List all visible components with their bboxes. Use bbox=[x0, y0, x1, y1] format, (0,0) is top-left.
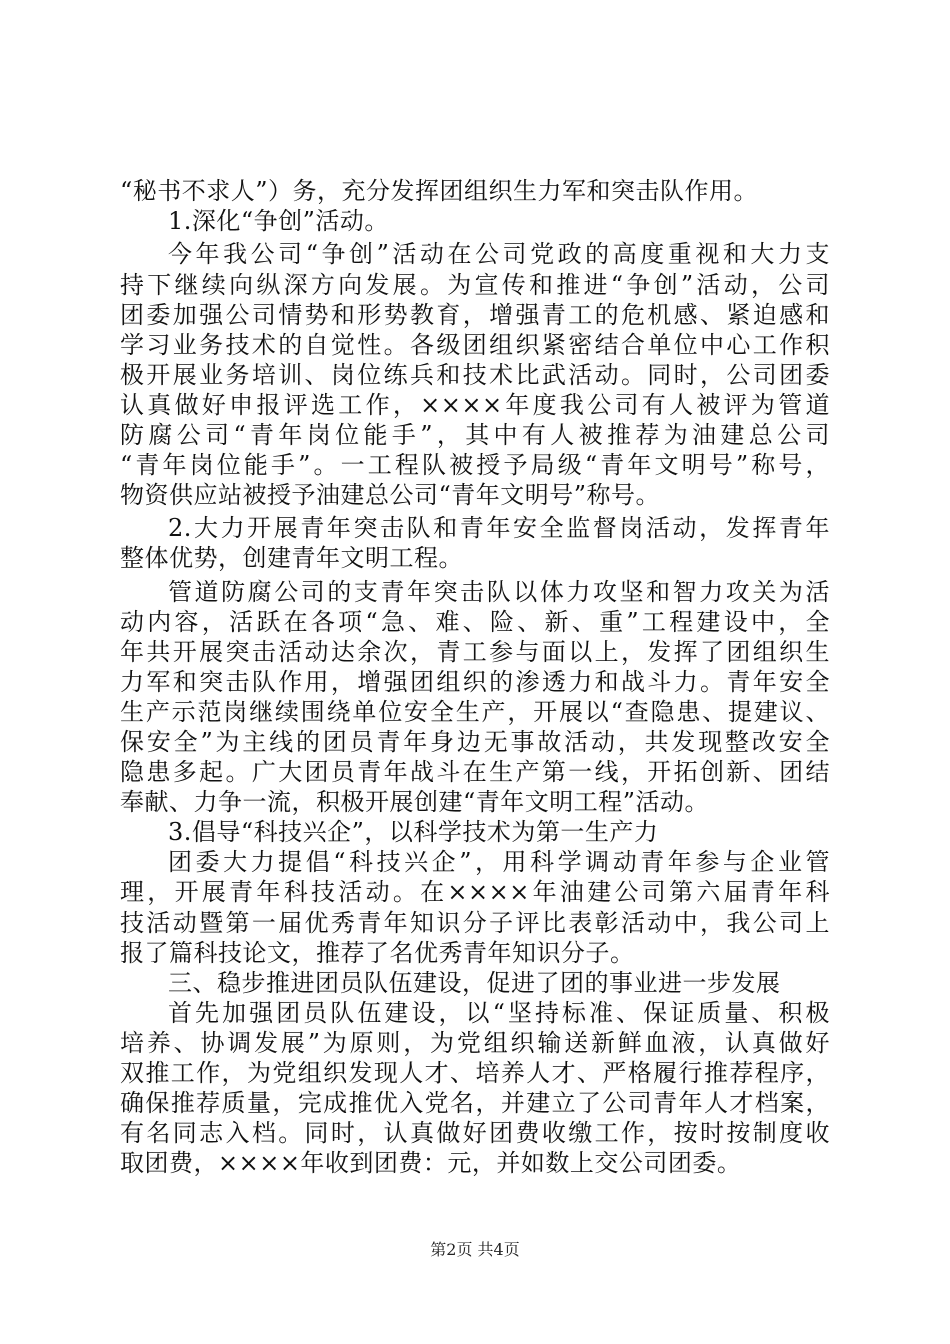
text-line: 首先加强团员队伍建设，以“坚持标准、保证质量、积极 bbox=[168, 999, 830, 1027]
text-line: 管道防腐公司的支青年突击队以体力攻坚和智力攻关为活 bbox=[168, 578, 830, 606]
text-line: 双推工作，为党组织发现人才、培养人才、严格履行推荐程序， bbox=[120, 1059, 830, 1087]
text-line: 物资供应站被授予油建总公司“青年文明号”称号。 bbox=[120, 481, 661, 509]
text-line: 力军和突击队作用，增强团组织的渗透力和战斗力。青年安全 bbox=[120, 668, 830, 696]
text-line: 保安全”为主线的团员青年身边无事故活动，共发现整改安全 bbox=[120, 728, 830, 756]
text-line: 学习业务技术的自觉性。各级团组织紧密结合单位中心工作积 bbox=[120, 331, 830, 359]
text-line: 动内容，活跃在各项“急、难、险、新、重”工程建设中，全 bbox=[120, 608, 830, 636]
text-line: 有名同志入档。同时，认真做好团费收缴工作，按时按制度收 bbox=[120, 1119, 830, 1147]
text-line: 理，开展青年科技活动。在××××年油建公司第六届青年科 bbox=[120, 878, 830, 906]
text-line: 极开展业务培训、岗位练兵和技术比武活动。同时，公司团委 bbox=[120, 361, 830, 389]
text-line: 团委大力提倡“科技兴企”，用科学调动青年参与企业管 bbox=[168, 848, 830, 876]
text-line: 今年我公司“争创”活动在公司党政的高度重视和大力支 bbox=[168, 240, 830, 268]
text-line: 认真做好申报评选工作，××××年度我公司有人被评为管道 bbox=[120, 391, 830, 419]
text-line: “秘书不求人”）务，充分发挥团组织生力军和突击队作用。 bbox=[120, 177, 759, 205]
text-line: 奉献、力争一流，积极开展创建“青年文明工程”活动。 bbox=[120, 788, 710, 816]
text-line: 报了篇科技论文，推荐了名优秀青年知识分子。 bbox=[120, 939, 635, 967]
section-heading: 2.大力开展青年突击队和青年安全监督岗活动，发挥青年 bbox=[168, 514, 830, 542]
section-heading: 1.深化“争创”活动。 bbox=[168, 207, 389, 235]
text-line: 培养、协调发展”为原则，为党组织输送新鲜血液，认真做好 bbox=[120, 1029, 830, 1057]
section-heading: 三、稳步推进团员队伍建设，促进了团的事业进一步发展 bbox=[168, 969, 781, 997]
text-line: 团委加强公司情势和形势教育，增强青工的危机感、紧迫感和 bbox=[120, 301, 830, 329]
text-line: 年共开展突击活动达余次，青工参与面以上，发挥了团组织生 bbox=[120, 638, 830, 666]
text-line: “青年岗位能手”。一工程队被授予局级“青年文明号”称号， bbox=[120, 451, 830, 479]
text-line: 生产示范岗继续围绕单位安全生产，开展以“查隐患、提建议、 bbox=[120, 698, 830, 726]
section-heading: 整体优势，创建青年文明工程。 bbox=[120, 544, 463, 572]
text-line: 隐患多起。广大团员青年战斗在生产第一线，开拓创新、团结 bbox=[120, 758, 830, 786]
section-heading: 3.倡导“科技兴企”，以科学技术为第一生产力 bbox=[168, 818, 659, 846]
text-line: 技活动暨第一届优秀青年知识分子评比表彰活动中，我公司上 bbox=[120, 909, 830, 937]
text-line: 防腐公司“青年岗位能手”，其中有人被推荐为油建总公司 bbox=[120, 421, 830, 449]
text-line: 确保推荐质量，完成推优入党名，并建立了公司青年人才档案， bbox=[120, 1089, 830, 1117]
text-line: 取团费，××××年收到团费：元，并如数上交公司团委。 bbox=[120, 1149, 742, 1177]
page-footer: 第2页 共4页 bbox=[430, 1240, 520, 1259]
text-line: 持下继续向纵深方向发展。为宣传和推进“争创”活动，公司 bbox=[120, 271, 830, 299]
